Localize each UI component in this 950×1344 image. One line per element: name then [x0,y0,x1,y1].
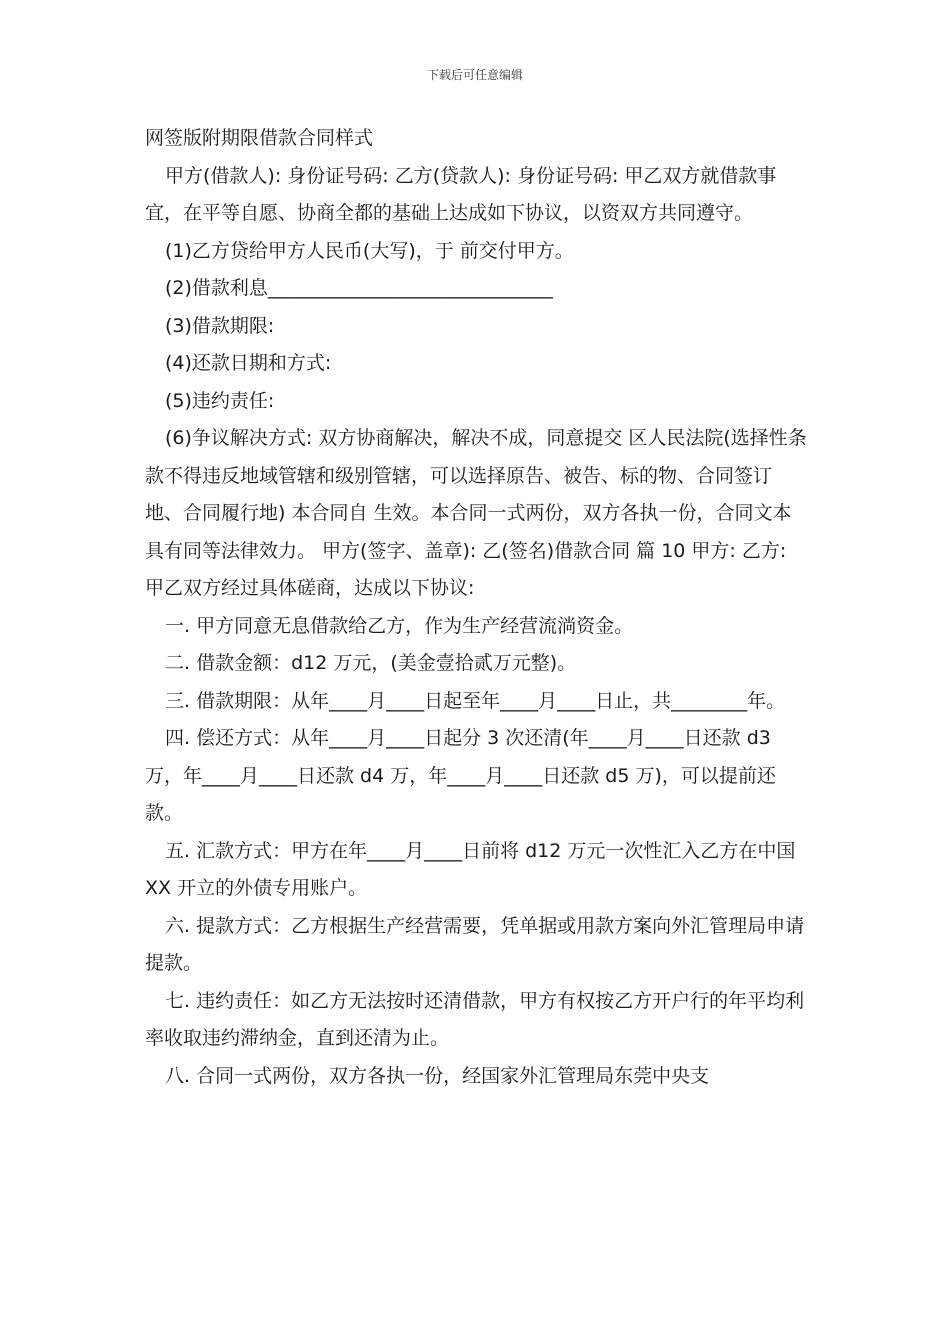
paragraph-article-7: 七. 违约责任：如乙方无法按时还清借款，甲方有权按乙方开户行的年平均利率收取违约滞纳金，直到还清为止。 [145,989,805,1049]
paragraph-clause-1: (1)乙方贷给甲方人民币(大写)，于 前交付甲方。 [165,239,574,262]
paragraph-article-8: 八. 合同一式两份，双方各执一份，经国家外汇管理局东莞中央支 [165,1064,710,1087]
document-body [145,120,807,1095]
paragraph-parties: 甲方(借款人): 身份证号码: 乙方(贷款人): 身份证号码: 甲乙双方就借款事宜，在平等自愿、协商全都的基础上达成如下协议，以资双方共同遵守。 [145,164,777,224]
paragraph-article-6: 六. 提款方式：乙方根据生产经营需要，凭单据或用款方案向外汇管理局申请提款。 [145,914,805,974]
paragraph-clause-6: (6)争议解决方式: 双方协商解决，解决不成，同意提交 区人民法院(选择性条款不得违反地域管辖和级别管辖，可以选择原告、被告、标的物、合同签订地、合同履行地) 本合同自 生效。本合同一式两份，双方各执一份，合同文本具有同等法律效力。 甲方(签字、盖章): 乙(签名)借款合同 篇 10 甲方: 乙方: 甲乙双方经过具体磋商，达成以下协议: [145,427,807,599]
paragraph-article-5: 五. 汇款方式：甲方在年____月____日前将 d12 万元一次性汇入乙方在中国 XX 开立的外债专用账户。 [145,839,796,899]
paragraph-article-1: 一. 甲方同意无息借款给乙方，作为生产经营流淌资金。 [165,614,634,637]
paragraph-clause-3: (3)借款期限: [165,314,275,337]
paragraph-clause-4: (4)还款日期和方式: [165,352,332,374]
paragraph-article-2: 二. 借款金额：d12 万元，(美金壹拾贰万元整)。 [165,652,577,674]
paragraph-article-3: 三. 借款期限：从年____月____日起至年____月____日止，共________年。 [165,689,786,712]
paragraph-clause-5: (5)违约责任: [165,389,275,412]
document-title: 网签版附期限借款合同样式 [145,127,374,149]
paragraph-clause-2: (2)借款利息______________________________ [165,277,553,299]
page-header-note: 下载后可任意编辑 [426,68,523,82]
paragraph-article-4: 四. 偿还方式：从年____月____日起分 3 次还清(年____月____日还款 d3 万，年____月____日还款 d4 万，年____月____日还款 d5 万)，可以提前还款。 [145,727,776,824]
